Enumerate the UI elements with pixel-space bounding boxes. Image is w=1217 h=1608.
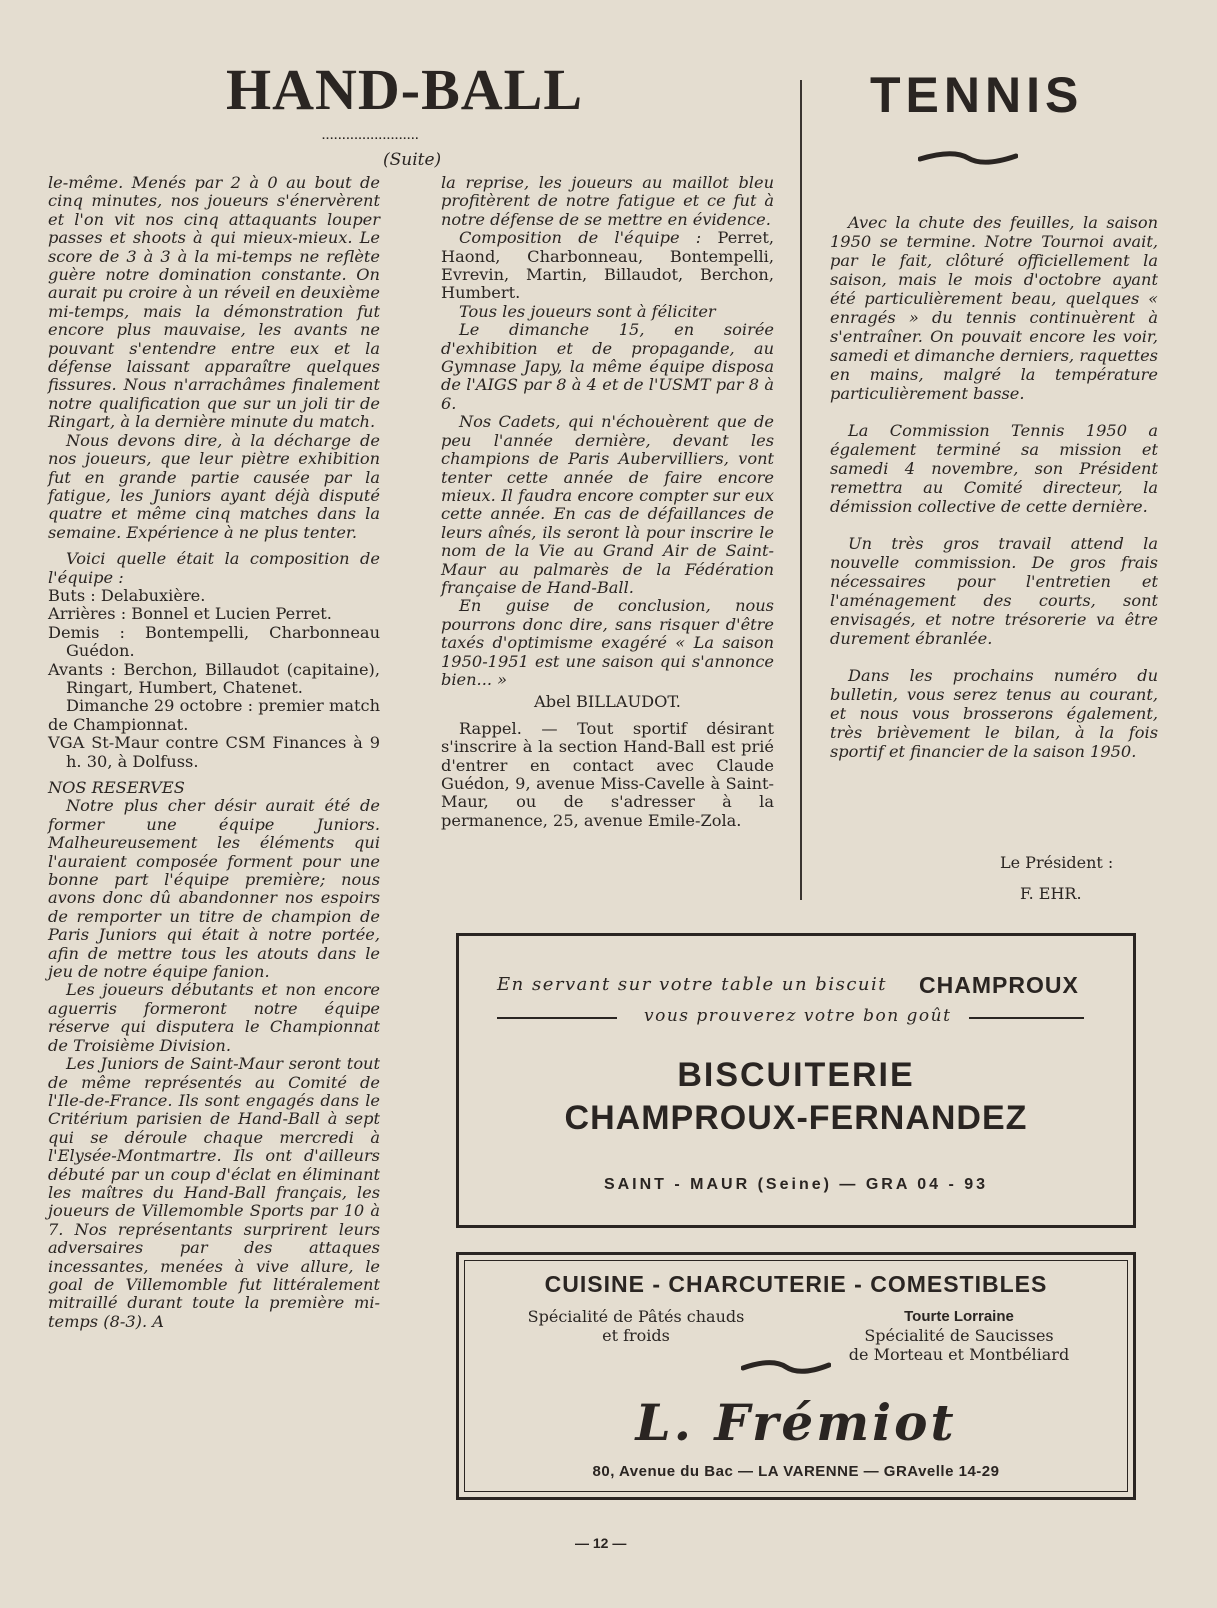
tennis-paragraph: Dans les prochains numéro du bulletin, vous serez tenus au courant, et nous vous brosserons également, très brièvement le bilan, à la fois sportif et financier de la saison 1950.	[830, 666, 1158, 761]
tennis-swirl-ornament	[918, 150, 1018, 166]
rappel-notice: Rappel. — Tout sportif désirant s'inscrire à la section Hand-Ball est prié d'entrer en contact avec Claude Guédon, 9, avenue Miss-Cavelle à Saint-Maur, ou de s'adresser à la permanence, 25, avenue Emile-Zola.	[441, 718, 774, 830]
ad-speciality-right	[824, 1307, 1094, 1364]
page-number: — 12 —	[575, 1535, 627, 1551]
reserves-heading: NOS RESERVES	[48, 778, 185, 797]
lineup-line: Arrières : Bonnel et Lucien Perret.	[48, 604, 332, 624]
ad-tagline: En servant sur votre table un biscuit	[497, 974, 887, 995]
article-paragraph: la reprise, les joueurs au maillot bleu profitèrent de notre fatigue et ce fut à notre défense de se mettre en évidence.	[441, 173, 774, 229]
ad-tagline-2: vous prouverez votre bon goût	[644, 1006, 952, 1026]
title-dots-divider: ........................	[322, 130, 420, 142]
handball-column-2	[441, 174, 774, 830]
ad-brand: CHAMPROUX	[919, 972, 1079, 998]
suite-label: (Suite)	[383, 150, 442, 170]
match-announcement: Dimanche 29 octobre : premier match de Championnat.	[48, 696, 380, 734]
lineup-line: Demis : Bontempelli, Charbonneau Guédon.	[48, 622, 380, 661]
match-detail: VGA St-Maur contre CSM Finances à 9 h. 30, à Dolfuss.	[48, 733, 380, 771]
composition-label: Composition de l'équipe :	[459, 228, 702, 248]
ad-rule-left	[497, 1017, 617, 1019]
tennis-paragraph: Avec la chute des feuilles, la saison 1950 se termine. Notre Tournoi avait, par le fait, clôturé officiellement la saison, mais le mois d'octobre ayant été particulièrement beau, quelques « enragés » du tennis continuèrent à s'entraîner. On pouvait encore les voir, samedi et dimanche derniers, raquettes en mains, malgré la température particulièrement basse.	[830, 213, 1158, 403]
composition-names: Perret, Haond, Charbonneau, Bontempelli, Evrevin, Martin, Billaudot, Berchon, Humbert.	[441, 228, 774, 303]
ad-swirl-ornament	[741, 1359, 831, 1375]
tennis-paragraph: Un très gros travail attend la nouvelle commission. De gros frais nécessaires pour l'entretien et l'aménagement des courts, sont envisagés, et notre trésorerie va être durement ébranlée.	[830, 534, 1158, 648]
article-paragraph: le-même. Menés par 2 à 0 au bout de cinq minutes, nos joueurs s'énervèrent et l'on vit nos cinq attaquants louper passes et shoots à qui mieux-mieux. Le score de 3 à 3 à la mi-temps ne reflète guère notre domination constante. On aurait pu croire à un réveil en deuxième mi-temps, mais la démonstration fut encore plus mauvaise, les avants ne pouvant s'entendre entre eux et la défense laissant apparaître quelques fissures. Nous n'arrachâmes finalement notre qualification que sur un joli tir de Ringart, à la dernière minute du match.	[48, 173, 380, 432]
ad-speciality-left	[511, 1307, 761, 1345]
ad-script-signature: L. Frémiot	[635, 1393, 957, 1452]
article-paragraph: Tous les joueurs sont à féliciter	[459, 301, 716, 321]
ad-text: de Morteau et Montbéliard	[848, 1345, 1070, 1364]
handball-title: HAND-BALL	[226, 57, 584, 122]
article-paragraph: Nous devons dire, à la décharge de nos joueurs, que leur piètre exhibition fut en grande partie causée par la fatigue, les Juniors ayant déjà disputé quatre et même cinq matches dans la semaine. Expérience à ne plus tenter.	[48, 430, 380, 542]
article-author: Abel BILLAUDOT.	[534, 692, 681, 712]
signature-name: F. EHR.	[1020, 884, 1082, 903]
biscuiterie-ad	[456, 933, 1136, 1228]
ad-text: et froids	[602, 1326, 670, 1345]
ad-text: Spécialité de Saucisses	[864, 1326, 1054, 1345]
ad-header: CUISINE - CHARCUTERIE - COMESTIBLES	[544, 1271, 1048, 1297]
charcuterie-ad	[456, 1252, 1136, 1500]
column-divider	[800, 80, 802, 900]
ad-rule-right	[969, 1017, 1084, 1019]
tennis-column	[830, 213, 1158, 761]
tennis-title: TENNIS	[870, 67, 1084, 123]
article-paragraph: Les Juniors de Saint-Maur seront tout de même représentés au Comité de l'Ile-de-France. Ils sont engagés dans le Critérium parisien de Hand-Ball à sept qui se déroule chaque mercredi à l'Elysée-Montmartre. Ils ont d'ailleurs débuté par un coup d'éclat en éliminant les maîtres du Hand-Ball français, les joueurs de Villemomble Sports par 10 à 7. Nos représentants surprirent leurs adversaires par des attaques incessantes, menées à vive allure, le goal de Villemomble fut littéralement mitraillé durant toute la première mi-temps (8-3). A	[48, 1054, 380, 1331]
ad-company-name: CHAMPROUX-FERNANDEZ	[564, 1099, 1028, 1137]
lineup-line: Avants : Berchon, Billaudot (capitaine), Ringart, Humbert, Chatenet.	[48, 659, 380, 697]
tennis-paragraph: La Commission Tennis 1950 a également terminé sa mission et samedi 4 novembre, son Président remettra au Comité directeur, la démission collective de cette dernière.	[830, 421, 1158, 516]
lineup-line: Buts : Delabuxière.	[48, 585, 206, 605]
article-paragraph: Nos Cadets, qui n'échouèrent que de peu l'année dernière, devant les champions de Paris Aubervilliers, vont tenter cette année de faire encore mieux. Il faudra encore compter sur eux cette année. En cas de défaillances de leurs aînés, ils seront là pour inscrire le nom de la Vie au Grand Air de Saint-Maur au palmarès de la Fédération française de Hand-Ball.	[441, 412, 774, 597]
signature-role: Le Président :	[1000, 853, 1114, 872]
article-paragraph: Le dimanche 15, en soirée d'exhibition et de propagande, au Gymnase Japy, la même équipe disposa de l'AIGS par 8 à 4 et de l'USMT par 8 à 6.	[441, 320, 774, 413]
article-paragraph: Voici quelle était la composition de l'équipe :	[48, 549, 380, 587]
article-paragraph: Notre plus cher désir aurait été de former une équipe Juniors. Malheureusement les éléments qui l'auraient composée forment pour une bonne part l'équipe première; nous avons donc dû abandonner nos espoirs de remporter un titre de champion de Paris Juniors qui était à notre portée, afin de mettre tous les atouts dans le jeu de notre équipe fanion.	[48, 796, 380, 982]
ad-title: BISCUITERIE	[677, 1056, 915, 1094]
article-paragraph: En guise de conclusion, nous pourrons donc dire, sans risquer d'être taxés d'optimisme exagéré « La saison 1950-1951 est une saison qui s'annonce bien... »	[441, 596, 774, 689]
ad-text: Spécialité de Pâtés chauds	[527, 1307, 745, 1326]
handball-column-1	[48, 174, 380, 1331]
ad-footer-address: 80, Avenue du Bac — LA VARENNE — GRAvelle 14-29	[592, 1463, 1000, 1480]
article-paragraph: Les joueurs débutants et non encore aguerris formeront notre équipe réserve qui disputera le Championnat de Troisième Division.	[48, 980, 380, 1055]
ad-text-bold: Tourte Lorraine	[904, 1308, 1014, 1325]
ad-address: SAINT - MAUR (Seine) — GRA 04 - 93	[603, 1176, 989, 1193]
